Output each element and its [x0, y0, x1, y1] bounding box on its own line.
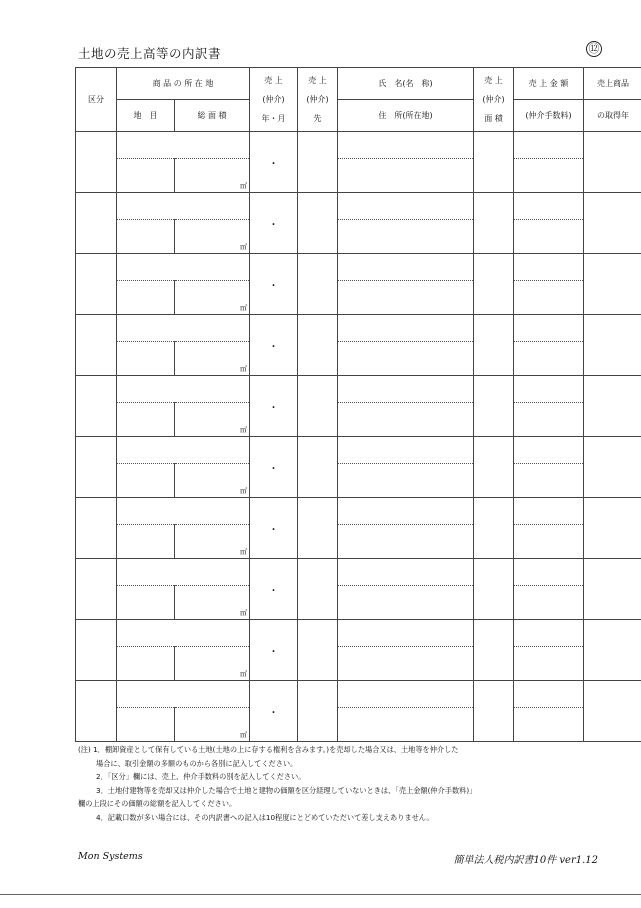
- cell-name[interactable]: [338, 254, 474, 281]
- cell-fee[interactable]: [514, 159, 584, 193]
- cell-address[interactable]: [338, 403, 474, 437]
- page-title: 土地の売上高等の内訳書: [78, 46, 222, 61]
- header-sale-area-line3: 面 積: [484, 114, 503, 123]
- entry-row-lower: [76, 403, 641, 437]
- entry-row-upper: [76, 620, 641, 647]
- cell-fee[interactable]: [514, 220, 584, 254]
- cell-sale-party[interactable]: [298, 620, 338, 681]
- cell-kubun[interactable]: [76, 132, 117, 193]
- cell-location[interactable]: [117, 681, 250, 708]
- note-2: 2．「区分」欄には、売上、仲介手数料の別を記入してください。: [96, 772, 306, 782]
- cell-sale-date[interactable]: [250, 681, 298, 742]
- area-unit: ㎡: [240, 243, 247, 251]
- cell-chimoku[interactable]: [117, 586, 175, 620]
- cell-total-area[interactable]: [175, 708, 250, 742]
- header-location: 商 品 の 所 在 地: [117, 68, 250, 100]
- cell-name[interactable]: [338, 315, 474, 342]
- date-separator: ・: [268, 280, 279, 292]
- cell-kubun[interactable]: [76, 193, 117, 254]
- cell-location[interactable]: [117, 315, 250, 342]
- cell-sale-area[interactable]: [474, 315, 514, 376]
- cell-kubun[interactable]: [76, 315, 117, 376]
- cell-kubun[interactable]: [76, 681, 117, 742]
- form-number-badge: ⑫: [586, 41, 602, 57]
- cell-address[interactable]: [338, 708, 474, 742]
- entry-row-upper: [76, 315, 641, 342]
- cell-amount[interactable]: [514, 498, 584, 525]
- cell-amount[interactable]: [514, 620, 584, 647]
- cell-sale-date[interactable]: [250, 376, 298, 437]
- cell-chimoku[interactable]: [117, 342, 175, 376]
- entry-row-lower: [76, 464, 641, 498]
- cell-acquired-year[interactable]: [584, 498, 641, 559]
- entry-row-lower: [76, 708, 641, 742]
- cell-sale-area[interactable]: [474, 498, 514, 559]
- cell-amount[interactable]: [514, 132, 584, 159]
- note-1: (注) 1．棚卸資産として保有している土地(土地の上に存する権利を含みます。)を売却した場合又は、土地等を仲介した: [78, 745, 459, 754]
- cell-amount[interactable]: [514, 376, 584, 403]
- cell-sale-area[interactable]: [474, 193, 514, 254]
- date-separator: ・: [268, 158, 279, 170]
- entry-row-lower: [76, 647, 641, 681]
- cell-address[interactable]: [338, 220, 474, 254]
- header-name: 氏 名(名 称): [338, 68, 474, 100]
- cell-location[interactable]: [117, 132, 250, 159]
- date-separator: ・: [268, 707, 279, 719]
- cell-address[interactable]: [338, 159, 474, 193]
- header-sale-party-line2: (仲介): [306, 95, 329, 104]
- entry-row-upper: [76, 376, 641, 403]
- header-sale-area-line1: 売 上: [484, 76, 503, 85]
- cell-sale-party[interactable]: [298, 437, 338, 498]
- cell-sale-area[interactable]: [474, 559, 514, 620]
- header-kubun: 区分: [76, 68, 117, 132]
- land-sales-table: [75, 67, 641, 742]
- entry-row-lower: [76, 525, 641, 559]
- cell-total-area[interactable]: [175, 525, 250, 559]
- cell-chimoku[interactable]: [117, 403, 175, 437]
- cell-amount[interactable]: [514, 559, 584, 586]
- cell-location[interactable]: [117, 559, 250, 586]
- cell-kubun[interactable]: [76, 498, 117, 559]
- cell-address[interactable]: [338, 464, 474, 498]
- cell-location[interactable]: [117, 376, 250, 403]
- date-separator: ・: [268, 524, 279, 536]
- cell-chimoku[interactable]: [117, 647, 175, 681]
- cell-kubun[interactable]: [76, 376, 117, 437]
- cell-fee[interactable]: [514, 586, 584, 620]
- area-unit: ㎡: [240, 731, 247, 739]
- entry-row-lower: [76, 281, 641, 315]
- header-sale-party: [298, 68, 338, 132]
- notes-section: [78, 743, 608, 825]
- note-3-cont: 欄の上段にその価額の総額を記入してください。: [78, 799, 237, 809]
- header-total-area: 総 面 積: [175, 100, 250, 132]
- cell-sale-area[interactable]: [474, 681, 514, 742]
- cell-name[interactable]: [338, 620, 474, 647]
- header-sale-party-line1: 売 上: [308, 76, 327, 85]
- area-unit: ㎡: [240, 670, 247, 678]
- footer-product: 簡単法人税内訳書10件 ver1.12: [453, 855, 598, 866]
- cell-location[interactable]: [117, 254, 250, 281]
- cell-total-area[interactable]: [175, 647, 250, 681]
- date-separator: ・: [268, 219, 279, 231]
- cell-acquired-year[interactable]: [584, 132, 641, 193]
- cell-name[interactable]: [338, 681, 474, 708]
- header-sale-date-line2: (仲介): [262, 95, 285, 104]
- cell-amount[interactable]: [514, 254, 584, 281]
- cell-chimoku[interactable]: [117, 281, 175, 315]
- cell-sale-date[interactable]: [250, 132, 298, 193]
- entry-row-upper: [76, 132, 641, 159]
- cell-sale-party[interactable]: [298, 254, 338, 315]
- header-chimoku: 地 目: [117, 100, 175, 132]
- date-separator: ・: [268, 585, 279, 597]
- cell-acquired-year[interactable]: [584, 315, 641, 376]
- cell-total-area[interactable]: [175, 464, 250, 498]
- cell-name[interactable]: [338, 193, 474, 220]
- area-unit: ㎡: [240, 487, 247, 495]
- cell-acquired-year[interactable]: [584, 376, 641, 437]
- cell-address[interactable]: [338, 647, 474, 681]
- header-sale-date: [250, 68, 298, 132]
- cell-sale-party[interactable]: [298, 193, 338, 254]
- cell-fee[interactable]: [514, 342, 584, 376]
- cell-amount[interactable]: [514, 681, 584, 708]
- entry-row-lower: [76, 586, 641, 620]
- header-acquired-year: の取得年: [584, 100, 641, 132]
- area-unit: ㎡: [240, 304, 247, 312]
- cell-address[interactable]: [338, 342, 474, 376]
- cell-fee[interactable]: [514, 647, 584, 681]
- cell-sale-party[interactable]: [298, 559, 338, 620]
- cell-fee[interactable]: [514, 403, 584, 437]
- cell-kubun[interactable]: [76, 559, 117, 620]
- cell-sale-party[interactable]: [298, 132, 338, 193]
- entry-row-lower: [76, 220, 641, 254]
- cell-sale-area[interactable]: [474, 376, 514, 437]
- cell-location[interactable]: [117, 437, 250, 464]
- cell-chimoku[interactable]: [117, 159, 175, 193]
- cell-total-area[interactable]: [175, 220, 250, 254]
- cell-name[interactable]: [338, 559, 474, 586]
- entry-row-upper: [76, 254, 641, 281]
- area-unit: ㎡: [240, 182, 247, 190]
- entry-row-upper: [76, 681, 641, 708]
- header-sale-date-line3: 年・月: [261, 114, 286, 123]
- cell-fee[interactable]: [514, 525, 584, 559]
- cell-fee[interactable]: [514, 464, 584, 498]
- cell-sale-date[interactable]: [250, 498, 298, 559]
- cell-amount[interactable]: [514, 193, 584, 220]
- cell-amount[interactable]: [514, 315, 584, 342]
- cell-acquired-year[interactable]: [584, 620, 641, 681]
- cell-sale-date[interactable]: [250, 559, 298, 620]
- cell-total-area[interactable]: [175, 342, 250, 376]
- cell-name[interactable]: [338, 437, 474, 464]
- cell-fee[interactable]: [514, 708, 584, 742]
- date-separator: ・: [268, 341, 279, 353]
- cell-sale-party[interactable]: [298, 498, 338, 559]
- footer-brand: Mon Systems: [78, 851, 143, 862]
- cell-chimoku[interactable]: [117, 708, 175, 742]
- header-sale-area-line2: (仲介): [482, 95, 505, 104]
- cell-sale-party[interactable]: [298, 376, 338, 437]
- cell-acquired-year[interactable]: [584, 437, 641, 498]
- header-acquired: 売上商品: [584, 68, 641, 100]
- cell-acquired-year[interactable]: [584, 681, 641, 742]
- entry-row-upper: [76, 437, 641, 464]
- cell-sale-area[interactable]: [474, 254, 514, 315]
- cell-name[interactable]: [338, 132, 474, 159]
- cell-chimoku[interactable]: [117, 464, 175, 498]
- cell-chimoku[interactable]: [117, 220, 175, 254]
- cell-address[interactable]: [338, 525, 474, 559]
- cell-name[interactable]: [338, 498, 474, 525]
- header-address: 住 所(所在地): [338, 100, 474, 132]
- note-4: 4．記載口数が多い場合には、その内訳書への記入は10程度にとどめていただいて差し支えありません。: [96, 812, 434, 822]
- cell-acquired-year[interactable]: [584, 193, 641, 254]
- cell-chimoku[interactable]: [117, 525, 175, 559]
- cell-kubun[interactable]: [76, 620, 117, 681]
- entry-row-upper: [76, 559, 641, 586]
- cell-total-area[interactable]: [175, 586, 250, 620]
- header-sale-party-line3: 先: [313, 114, 322, 123]
- bottom-divider: [0, 894, 641, 895]
- cell-acquired-year[interactable]: [584, 254, 641, 315]
- cell-sale-date[interactable]: [250, 620, 298, 681]
- entry-row-lower: [76, 159, 641, 193]
- date-separator: ・: [268, 402, 279, 414]
- cell-sale-party[interactable]: [298, 681, 338, 742]
- cell-kubun[interactable]: [76, 437, 117, 498]
- area-unit: ㎡: [240, 609, 247, 617]
- header-sale-area: [474, 68, 514, 132]
- cell-kubun[interactable]: [76, 254, 117, 315]
- cell-total-area[interactable]: [175, 159, 250, 193]
- cell-location[interactable]: [117, 193, 250, 220]
- header-fee: (仲介手数料): [514, 100, 584, 132]
- cell-location[interactable]: [117, 620, 250, 647]
- cell-acquired-year[interactable]: [584, 559, 641, 620]
- cell-sale-date[interactable]: [250, 254, 298, 315]
- entry-row-upper: [76, 498, 641, 525]
- area-unit: ㎡: [240, 365, 247, 373]
- cell-sale-area[interactable]: [474, 132, 514, 193]
- cell-sale-area[interactable]: [474, 620, 514, 681]
- cell-total-area[interactable]: [175, 403, 250, 437]
- cell-location[interactable]: [117, 498, 250, 525]
- date-separator: ・: [268, 646, 279, 658]
- cell-sale-date[interactable]: [250, 315, 298, 376]
- entry-row-upper: [76, 193, 641, 220]
- cell-address[interactable]: [338, 281, 474, 315]
- cell-sale-party[interactable]: [298, 315, 338, 376]
- cell-amount[interactable]: [514, 437, 584, 464]
- cell-name[interactable]: [338, 376, 474, 403]
- cell-total-area[interactable]: [175, 281, 250, 315]
- area-unit: ㎡: [240, 426, 247, 434]
- cell-sale-area[interactable]: [474, 437, 514, 498]
- area-unit: ㎡: [240, 548, 247, 556]
- header-sale-date-line1: 売 上: [264, 76, 283, 85]
- cell-sale-date[interactable]: [250, 193, 298, 254]
- header-amount: 売 上 金 額: [514, 68, 584, 100]
- cell-fee[interactable]: [514, 281, 584, 315]
- cell-address[interactable]: [338, 586, 474, 620]
- date-separator: ・: [268, 463, 279, 475]
- note-1-cont: 場合に、取引金額の多額のものから各別に記入してください。: [96, 758, 298, 768]
- cell-sale-date[interactable]: [250, 437, 298, 498]
- note-3: 3．土地付建物等を売却又は仲介した場合で土地と建物の価額を区分経理していないときは、「売上金額(仲介手数料)」: [96, 785, 477, 795]
- entry-row-lower: [76, 342, 641, 376]
